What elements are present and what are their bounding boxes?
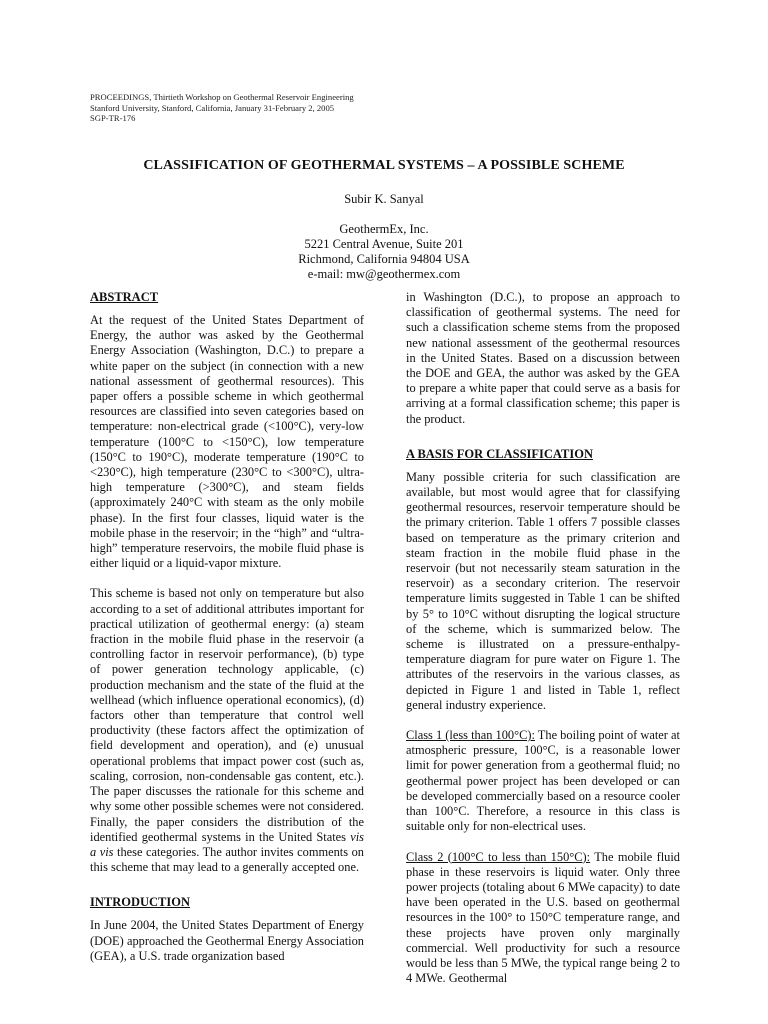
class2-paragraph xyxy=(406,850,680,987)
right-column xyxy=(406,290,680,1001)
proceedings-header xyxy=(90,92,354,124)
class1-label: Class 1 (less than 100°C): xyxy=(406,728,535,743)
abstract-heading: ABSTRACT xyxy=(90,290,159,304)
abstract-p2-italic: vis a vis xyxy=(90,829,364,859)
class1-paragraph xyxy=(406,728,680,834)
introduction-heading: INTRODUCTION xyxy=(90,895,191,910)
proceedings-line: PROCEEDINGS, Thirtieth Workshop on Geothermal Reservoir Engineering xyxy=(90,92,354,102)
introduction-paragraph-continued: in Washington (D.C.), to propose an approach to classification of geothermal systems. The need for such a classification scheme stems from the proposed new national assessment of the geothermal resources in the United States. Based on a discussion between the DOE and GEA, the author was asked by the GEA to prepare a white paper that could serve as a basis for arriving at a formal classification scheme; this paper is the product. xyxy=(406,290,680,426)
affiliation-city: Richmond, California 94804 USA xyxy=(298,252,470,266)
paper-title: CLASSIFICATION OF GEOTHERMAL SYSTEMS – A POSSIBLE SCHEME xyxy=(143,158,625,173)
abstract-p2-text: This scheme is based not only on temperature but also according to a set of additional attributes important for practical utilization of geothermal energy: (a) steam fraction in the mobile fluid phase in the reservoir (a controlling factor in reservoir performance), (b) type of power generation technology applicable, (c) production mechanism and the state of the fluid at the wellhead (which influence operational economics), (d) factors other than temperature that control well productivity (these factors affect the optimization of field development and operation), and (e) unusual operational problems that impact power cost (such as, scaling, corrosion, non-condensable gas content, etc.). The paper discusses the rationale for this scheme and why some other possible schemes were not considered. Finally, the paper considers the distribution of the identified geothermal systems in the United States xyxy=(90,586,364,844)
left-column xyxy=(90,290,364,979)
abstract-paragraph-1: At the request of the United States Department of Energy, the author was asked by the Geothermal Energy Association (Washington, D.C.) to prepare a white paper on the subject (in connection with a new national assessment of geothermal resources). This paper offers a possible scheme in which geothermal resources are classified into seven categories based on temperature: non-electrical grade (<100°C), very-low temperature (100°C to <150°C), low temperature (150°C to 190°C), moderate temperature (190°C to <230°C), high temperature (230°C to <300°C), ultra-high temperature (>300°C), and steam fields (approximately 240°C with steam as the only mobile phase). In the first four classes, liquid water is the mobile phase in the reservoir; in the “high” and “ultra-high” temperature reservoirs, the mobile fluid phase is either liquid or a liquid-vapor mixture. xyxy=(90,313,364,571)
proceedings-location: Stanford University, Stanford, California, January 31-February 2, 2005 xyxy=(90,102,335,113)
affiliation xyxy=(0,222,768,282)
affiliation-email: e-mail: mw@geothermex.com xyxy=(307,267,461,281)
introduction-paragraph-start: In June 2004, the United States Department of Energy (DOE) approached the Geothermal Energy Association (GEA), a U.S. trade organization based xyxy=(90,918,364,963)
class2-text: The mobile fluid phase in these reservoirs is liquid water. Only three power projects (totaling about 6 MWe capacity) to date have been operated in the U.S. based on geothermal resources in the 100° to 150°C temperature range, and these projects have proven only marginally commercial. Well productivity for such a resource would be less than 5 MWe, the typical range being 2 to 4 MWe. Geothermal xyxy=(406,849,680,986)
author-name: Subir K. Sanyal xyxy=(344,192,424,206)
basis-paragraph: Many possible criteria for such classification are available, but most would agree that for classifying geothermal resources, reservoir temperature should be the primary criterion. Table 1 offers 7 possible classes based on temperature as the primary criterion and steam fraction in the mobile fluid phase in the reservoir (but not necessarily steam saturation in the reservoir) as a secondary criterion. The reservoir temperature limits suggested in Table 1 can be shifted by 5° to 10°C without disrupting the logical structure of the scheme, which is summarized below. The scheme is illustrated on a pressure-enthalpy-temperature diagram for pure water on Figure 1. The attributes of the reservoirs in the various classes, as depicted in Figure 1 and listed in Table 1, reflect general industry experience. xyxy=(406,469,680,712)
abstract-paragraph-2 xyxy=(90,586,364,875)
abstract-p2-end: these categories. The author invites comments on this scheme that may lead to a generally accepted one. xyxy=(90,844,364,875)
affiliation-street: 5221 Central Avenue, Suite 201 xyxy=(304,237,464,251)
class1-text: The boiling point of water at atmospheric pressure, 100°C, is a reasonable lower limit for power generation from a geothermal fluid; no geothermal power project has been developed or can be developed commercially based on a resource cooler than 100°C. Therefore, a resource in this class is suitable only for non-electrical uses. xyxy=(406,728,680,834)
affiliation-org: GeothermEx, Inc. xyxy=(339,222,429,236)
class2-label: Class 2 (100°C to less than 150°C): xyxy=(406,849,591,864)
basis-heading: A BASIS FOR CLASSIFICATION xyxy=(406,446,593,461)
report-number: SGP-TR-176 xyxy=(90,113,136,124)
